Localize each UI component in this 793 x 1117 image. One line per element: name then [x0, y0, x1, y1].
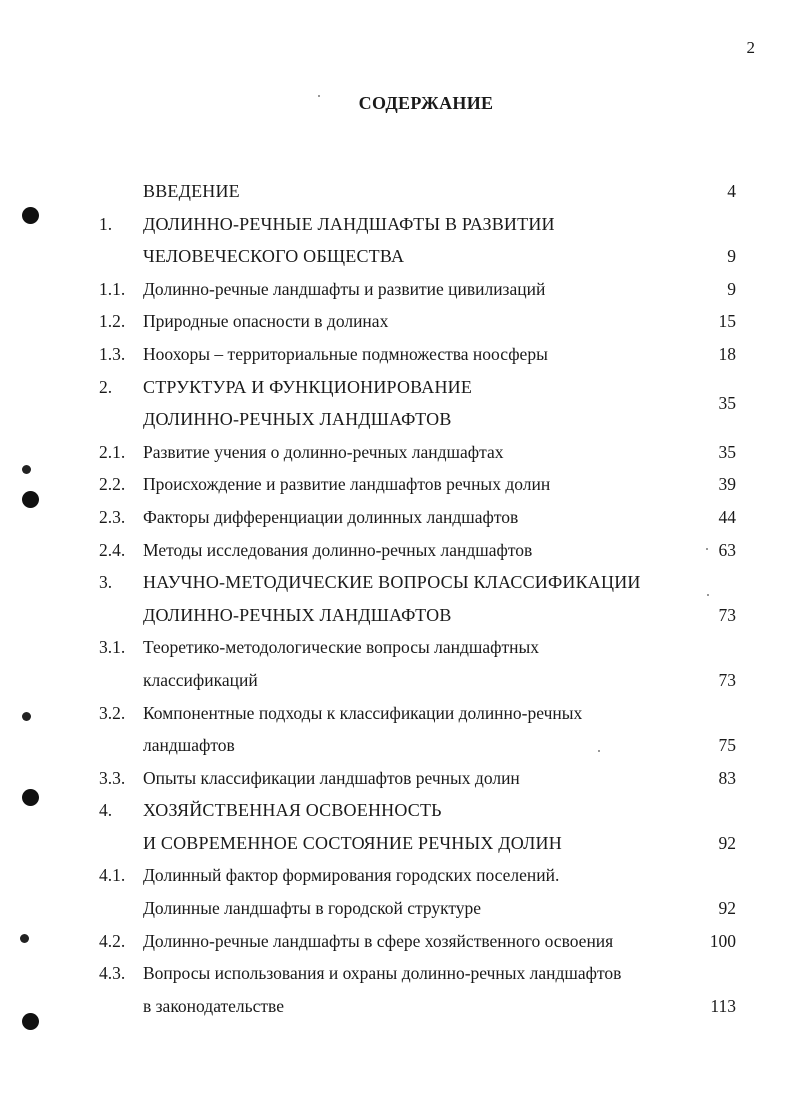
toc-entry-title: Долинные ландшафты в городской структуре — [143, 898, 482, 919]
toc-entry-number: 3.1. — [99, 637, 126, 658]
toc-entry-page: 35 — [718, 392, 736, 413]
toc-line — [0, 338, 793, 371]
toc-entry-title: Долинный фактор формирования городских поселений. — [143, 865, 560, 886]
toc-entry-number: 1.2. — [99, 311, 126, 332]
punch-hole-1 — [22, 207, 39, 224]
scan-speck — [598, 750, 600, 752]
toc-line — [0, 697, 793, 730]
toc-entry-number: 4.3. — [99, 963, 126, 984]
toc-line — [0, 240, 793, 273]
toc-entry-page: 9 — [727, 278, 736, 299]
toc-entry-page: 75 — [718, 735, 736, 756]
toc-entry-page: 44 — [718, 506, 736, 527]
punch-hole-5 — [22, 789, 39, 806]
toc-line — [0, 436, 793, 469]
toc-entry-title: ЧЕЛОВЕЧЕСКОГО ОБЩЕСТВА — [143, 246, 405, 267]
toc-entry-title: ландшафтов — [143, 735, 235, 756]
toc-entry-title: Опыты классификации ландшафтов речных долин — [143, 767, 520, 788]
page-number: 2 — [746, 38, 755, 57]
toc-entry-number: 4.1. — [99, 865, 126, 886]
punch-hole-3 — [22, 491, 39, 508]
toc-entry-number: 2.3. — [99, 506, 126, 527]
punch-hole-4 — [22, 712, 31, 721]
toc-line — [0, 827, 793, 860]
toc-entry-title: Теоретико-методологические вопросы ландшафтных — [143, 637, 539, 658]
toc-entry-number: 2.1. — [99, 441, 126, 462]
toc-entry-title: в законодательстве — [143, 995, 284, 1016]
toc-entry-number: 1.1. — [99, 278, 126, 299]
toc-line — [0, 664, 793, 697]
punch-hole-2 — [22, 465, 31, 474]
toc-entry-title: Развитие учения о долинно-речных ландшафтах — [143, 441, 504, 462]
toc-entry-title: И СОВРЕМЕННОЕ СОСТОЯНИЕ РЕЧНЫХ ДОЛИН — [143, 832, 562, 853]
toc-line — [0, 729, 793, 762]
toc-line — [0, 566, 793, 599]
toc-line — [0, 403, 793, 436]
toc-line — [0, 371, 793, 413]
toc-entry-title: Происхождение и развитие ландшафтов речных долин — [143, 474, 551, 495]
toc-entry-page: 4 — [727, 181, 736, 201]
toc-entry-title: НАУЧНО-МЕТОДИЧЕСКИЕ ВОПРОСЫ КЛАССИФИКАЦИИ — [143, 572, 641, 593]
toc-line — [0, 175, 793, 208]
toc-entry-page: 35 — [718, 441, 736, 462]
toc-entry-title: Факторы дифференциации долинных ландшафтов — [143, 506, 519, 527]
toc-entry-number: 4.2. — [99, 930, 126, 951]
toc-entry-page: 92 — [718, 832, 736, 853]
toc-entry-page: 83 — [718, 767, 736, 788]
toc-entry-title: Методы исследования долинно-речных ландшафтов — [143, 539, 533, 560]
toc-line — [0, 925, 793, 958]
toc-entry-title: Вопросы использования и охраны долинно-речных ландшафтов — [143, 963, 622, 984]
toc-line — [0, 990, 793, 1023]
toc-line — [0, 468, 793, 501]
toc-entry-title: Долинно-речные ландшафты в сфере хозяйственного освоения — [143, 930, 614, 951]
toc-entry-title: Ноохоры – территориальные подмножества ноосферы — [143, 343, 548, 364]
toc-line — [0, 859, 793, 892]
toc-entry-number: 2.2. — [99, 474, 126, 495]
toc-entry-number: 2. — [99, 376, 113, 397]
toc-entry-title: СТРУКТУРА И ФУНКЦИОНИРОВАНИЕ — [143, 376, 473, 397]
scan-speck — [318, 95, 320, 97]
toc-entry-title: ДОЛИННО-РЕЧНЫЕ ЛАНДШАФТЫ В РАЗВИТИИ — [143, 213, 555, 234]
toc-entry-page: 18 — [718, 343, 736, 364]
toc-entry-page: 73 — [718, 669, 736, 690]
toc-entry-number: 2.4. — [99, 539, 126, 560]
toc-line — [0, 957, 793, 990]
toc-entry-page: 92 — [718, 898, 736, 919]
toc-entry-page: 39 — [718, 474, 736, 495]
toc-line — [0, 305, 793, 338]
toc-entry-title: Компонентные подходы к классификации долинно-речных — [143, 702, 583, 723]
punch-hole-6 — [20, 934, 29, 943]
toc-line — [0, 534, 793, 567]
toc-line — [0, 794, 793, 827]
page-title: СОДЕРЖАНИЕ — [358, 93, 494, 113]
toc-entry-number: 3.3. — [99, 767, 126, 788]
table-of-contents — [0, 175, 793, 1022]
toc-entry-title: ВВЕДЕНИЕ — [143, 181, 240, 201]
toc-entry-number: 1.3. — [99, 343, 126, 364]
punch-hole-7 — [22, 1013, 39, 1030]
toc-line — [0, 599, 793, 632]
toc-entry-page: 9 — [727, 246, 736, 267]
scan-speck — [706, 548, 708, 550]
toc-entry-title: Долинно-речные ландшафты и развитие цивилизаций — [143, 278, 546, 299]
toc-entry-title: классификаций — [143, 669, 258, 690]
toc-entry-page: 100 — [709, 930, 736, 951]
toc-entry-title: ДОЛИННО-РЕЧНЫХ ЛАНДШАФТОВ — [143, 604, 452, 625]
toc-entry-title: ХОЗЯЙСТВЕННАЯ ОСВОЕННОСТЬ — [143, 800, 442, 821]
toc-entry-page: 63 — [718, 539, 736, 560]
toc-entry-number: 4. — [99, 800, 113, 821]
toc-entry-number: 3.2. — [99, 702, 126, 723]
toc-line — [0, 762, 793, 795]
scan-speck — [707, 594, 709, 596]
toc-entry-page: 113 — [710, 995, 736, 1016]
toc-line — [0, 273, 793, 306]
toc-entry-page: 15 — [718, 311, 736, 332]
toc-entry-title: Природные опасности в долинах — [143, 311, 389, 332]
toc-line — [0, 501, 793, 534]
toc-entry-page: 73 — [718, 604, 736, 625]
toc-line — [0, 631, 793, 664]
toc-line — [0, 892, 793, 925]
toc-entry-title: ДОЛИННО-РЕЧНЫХ ЛАНДШАФТОВ — [143, 409, 452, 430]
toc-entry-number: 1. — [99, 213, 113, 234]
toc-line — [0, 208, 793, 241]
toc-entry-number: 3. — [99, 572, 113, 593]
